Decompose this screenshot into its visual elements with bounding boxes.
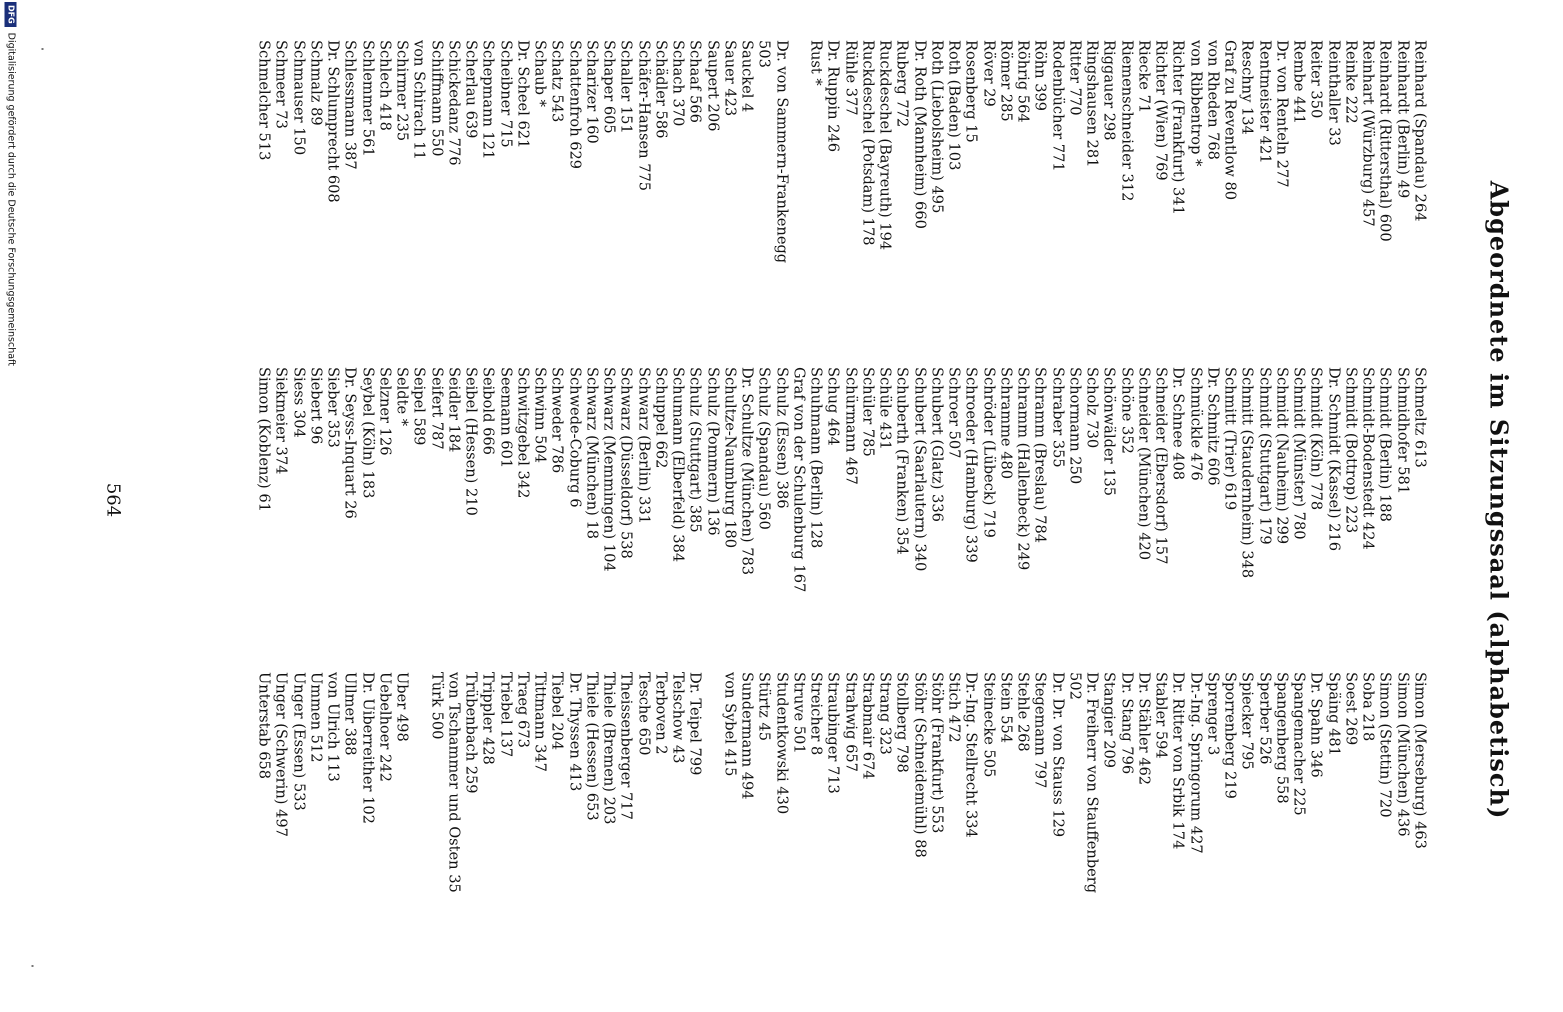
member-entry: Seifert 787 (427, 367, 445, 450)
member-entry: Dr.-Ing. Springorum 427 (1186, 672, 1204, 854)
member-entry: Siebert 96 (307, 367, 324, 445)
member-entry: Scholz 730 (1083, 367, 1101, 449)
member-entry: Reinhardt (Berlin) 49 (1393, 40, 1411, 199)
member-entry: Stich 472 (945, 672, 963, 743)
scan-speck (41, 48, 43, 50)
member-entry: Schirmer 235 (393, 40, 411, 142)
member-entry: Schubert (Saarlautern) 340 (910, 367, 928, 572)
member-entry: Sprenger 3 (1204, 672, 1221, 756)
member-entry: Scherlau 639 (462, 40, 480, 139)
member-entry: Schüle 431 (876, 367, 894, 450)
member-entry: von Schirach 11 (410, 40, 428, 160)
member-entry: Unger (Schwerin) 497 (272, 672, 290, 837)
member-entry: Roth (Baden) 103 (945, 40, 963, 171)
member-entry: Seybel (Köln) 183 (358, 367, 376, 499)
member-entry: Richter (Wien) 769 (1152, 40, 1170, 181)
member-entry: Schramm (Breslau) 784 (1031, 367, 1049, 544)
member-entry: Reiter 350 (1307, 40, 1325, 119)
member-entry: Schulz (Pommern) 136 (703, 367, 721, 536)
member-entry: Streicher 8 (807, 672, 825, 756)
member-entry: Triebel 137 (496, 672, 514, 758)
member-entry: Schroer 507 (945, 367, 963, 459)
member-entry: Rosenberg 15 (962, 40, 980, 143)
member-entry: Simon (Koblenz) 61 (255, 367, 273, 512)
member-entry: Schramme 480 (997, 367, 1014, 480)
member-entry: 502 (1066, 672, 1083, 700)
member-entry: Stürtz 45 (755, 672, 773, 741)
member-entry: Riggauer 298 (1100, 40, 1118, 141)
member-entry: 503 (755, 40, 773, 68)
member-entry: Römer 285 (997, 40, 1014, 122)
member-entry: Schmidt (Münster) 780 (1290, 367, 1308, 540)
member-entry: Ruberg 772 (893, 40, 911, 128)
member-entry: Schug 464 (824, 367, 842, 446)
member-entry: Schultze-Naumburg 180 (721, 367, 738, 549)
member-entry: Schmelcher 513 (255, 40, 273, 161)
member-entry: Simon (Merseburg) 463 (1411, 672, 1428, 849)
member-entry: Telschow 43 (669, 672, 687, 764)
member-entry: Dr. von Sammern-Frankenegg (772, 40, 790, 264)
member-entry (704, 672, 721, 1012)
member-entry: Ummen 512 (307, 672, 324, 763)
member-entry: Strahwig 657 (841, 672, 859, 772)
member-entry: Riemenschneider 312 (1117, 40, 1135, 202)
member-entry: Schürmann 467 (841, 367, 859, 485)
member-entry: Schneider (Ebersdorf) 157 (1152, 367, 1170, 565)
member-entry: Schwede-Coburg 6 (565, 367, 583, 508)
member-entry: Schmalz 89 (307, 40, 324, 126)
digitization-footer (0, 0, 20, 1000)
member-entry (790, 40, 807, 380)
member-entry: Schaub * (531, 40, 549, 107)
member-entry: Stöhr (Frankfurt) 553 (928, 672, 945, 834)
member-entry: Rembe 441 (1290, 40, 1308, 124)
page-number: 564 (102, 482, 123, 518)
member-entry: Schraber 355 (1048, 367, 1066, 468)
member-entry: Struve 501 (790, 672, 807, 754)
member-entry: Sundermann 494 (738, 672, 756, 800)
member-entry: Schwarz (Berlin) 331 (634, 367, 652, 525)
member-entry: Schattenfroh 629 (565, 40, 583, 170)
member-entry: Röhn 399 (1031, 40, 1049, 112)
member-entry: Ullmer 388 (341, 672, 359, 756)
member-entry: Terboven 2 (652, 672, 669, 755)
member-entry: Uber 498 (393, 672, 411, 742)
member-entry: Tittmann 347 (531, 672, 549, 772)
member-entry: Schweder 786 (548, 367, 566, 474)
member-entry: Schmidt (Bottrop) 223 (1342, 367, 1359, 534)
member-entry: Simon (Stettin) 720 (1376, 672, 1394, 818)
scan-speck (31, 965, 33, 967)
member-entry: Richter (Frankfurt) 341 (1169, 40, 1187, 215)
name-column-2 (255, 367, 1428, 707)
member-entry: Schwitzgebel 342 (514, 367, 531, 499)
member-entry: Stehle 268 (1014, 672, 1032, 752)
page-title: Abgeordnete im Sitzungssaal (alphabetisch) (1484, 180, 1513, 820)
member-entry: Dr. Freiherr von Stauffenberg (1083, 672, 1101, 894)
member-entry: Sieber 353 (324, 367, 342, 448)
member-entry: Dr. Dr. von Stauss 129 (1048, 672, 1066, 838)
member-entry: von Ribbentrop * (1186, 40, 1204, 167)
member-entry: Schmückle 476 (1186, 367, 1204, 481)
member-entry: Trübenbach 259 (462, 672, 480, 794)
member-entry: Schwinn 504 (531, 367, 549, 464)
member-entry: Dr.-Ing. Stellrecht 334 (962, 672, 980, 838)
member-entry: Dr. Schmitz 606 (1204, 367, 1221, 486)
member-entry: Schmeltz 613 (1411, 367, 1428, 468)
member-entry: Schulz (Spandau) 560 (755, 367, 773, 530)
member-entry: Dr. Stang 796 (1117, 672, 1135, 775)
member-entry: Unger (Essen) 533 (289, 672, 307, 811)
member-entry: Reinhard (Spandau) 264 (1411, 40, 1428, 222)
member-entry: Seibel (Hessen) 210 (462, 367, 480, 516)
member-entry: Späing 481 (1324, 672, 1342, 756)
member-entry: Schroeder (Hamburg) 339 (962, 367, 980, 563)
member-entry: Tesche 650 (634, 672, 652, 756)
member-entry: Schwarz (München) 18 (583, 367, 600, 540)
member-entry: Rentmeister 421 (1255, 40, 1273, 164)
member-entry: Roth (Liebolsheim) 495 (928, 40, 945, 214)
member-entry: Schönwälder 135 (1100, 367, 1118, 497)
member-entry: Schmitt (Staudernheim) 348 (1238, 367, 1256, 579)
member-entry: Stangier 209 (1100, 672, 1118, 769)
member-entry: Schöne 352 (1117, 367, 1135, 454)
member-entry: Stegemann 797 (1031, 672, 1049, 789)
member-entry: Seidler 184 (445, 367, 462, 453)
member-entry: Unterstab 658 (255, 672, 273, 780)
member-entry: Rodenbücher 771 (1048, 40, 1066, 172)
member-entry: Schmidhofer 581 (1393, 367, 1411, 495)
name-column-3 (255, 672, 1428, 1012)
member-entry: Strabmair 674 (859, 672, 876, 780)
footer-text: Digitalisierung gefördert durch die Deutsche Forschungsgemeinschaft (5, 32, 16, 366)
name-column-1 (255, 40, 1428, 380)
member-entry: Selzner 126 (376, 367, 393, 456)
member-entry: Schramm (Hallenbeck) 249 (1014, 367, 1032, 571)
member-entry: von Tschammer und Osten 35 (445, 672, 462, 893)
member-entry: Trippler 428 (479, 672, 497, 765)
member-entry: Riecke 71 (1135, 40, 1152, 114)
member-entry: Türk 500 (427, 672, 445, 740)
member-entry: Spiecker 795 (1238, 672, 1256, 770)
member-entry: Ritter 770 (1066, 40, 1083, 116)
member-entry: Dr. Spahn 346 (1307, 672, 1325, 778)
member-entry: Dr. Scheel 621 (514, 40, 531, 149)
member-entry: Schneider (München) 420 (1135, 367, 1152, 561)
member-entry: Seibold 666 (479, 367, 497, 455)
member-entry: Simon (München) 436 (1393, 672, 1411, 837)
member-entry: von Rheden 768 (1204, 40, 1221, 160)
member-entry: Schwarz (Memmingen) 104 (600, 367, 618, 572)
member-entry: Schickedanz 776 (445, 40, 462, 166)
member-entry: Scheibner 715 (496, 40, 514, 148)
member-entry: Dr. Schlumprecht 608 (324, 40, 342, 203)
member-entry: Schuhmann (Berlin) 128 (807, 367, 825, 549)
member-entry: Dr. Schnee 408 (1169, 367, 1187, 481)
member-entry: Sporrenberg 219 (1221, 672, 1239, 799)
member-entry: Theissenberger 717 (617, 672, 635, 820)
member-entry: Reinthaller 33 (1324, 40, 1342, 146)
member-entry: Schumann (Elberfeld) 384 (669, 367, 687, 563)
member-entry: Reschny 134 (1238, 40, 1256, 135)
member-entry: Schmeer 73 (272, 40, 290, 129)
member-entry: von Ulrich 113 (324, 672, 342, 782)
member-entry: Soba 218 (1359, 672, 1377, 742)
member-entry: von Sybel 415 (721, 672, 738, 777)
member-entry (410, 672, 427, 1012)
member-entry: Dr. Thyssen 413 (565, 672, 583, 792)
member-entry: Schulz (Stuttgart) 385 (686, 367, 704, 533)
member-entry: Schlessmann 387 (341, 40, 359, 170)
member-entry: Dr. Roth (Mannheim) 660 (910, 40, 928, 229)
member-entry: Schmitt (Trier) 619 (1221, 367, 1239, 511)
member-entry: Dr. Ruppin 246 (824, 40, 842, 152)
member-entry: Schulz (Essen) 386 (772, 367, 790, 509)
member-entry: Schaper 605 (600, 40, 618, 134)
member-entry: Tiebel 204 (548, 672, 566, 751)
member-entry: Dr. Uiberreither 102 (358, 672, 376, 824)
member-entry: Schatz 543 (548, 40, 566, 123)
member-entry: Seldte * (393, 367, 411, 427)
member-entry: Ruckdeschel (Bayreuth) 194 (876, 40, 894, 251)
member-entry: Straubinger 713 (824, 672, 842, 794)
member-entry: Schubert (Glatz) 336 (928, 367, 945, 522)
member-entry: Saupert 206 (703, 40, 721, 132)
member-entry: Schädler 586 (652, 40, 669, 139)
member-entry: Schach 370 (669, 40, 687, 127)
member-entry: Seemann 601 (496, 367, 514, 469)
member-entry: Schlech 418 (376, 40, 393, 131)
member-entry: Reinhardt (Rittersthal) 600 (1376, 40, 1394, 242)
member-entry: Studentkowski 430 (772, 672, 790, 815)
member-entry: Uebelhoer 242 (376, 672, 393, 782)
member-entry: Thiele (Bremen) 203 (600, 672, 618, 825)
member-entry: Sperber 526 (1255, 672, 1273, 765)
member-entry: Graf zu Reventlow 80 (1221, 40, 1239, 201)
member-entry: Steinecke 505 (979, 672, 997, 778)
member-entry: Reinke 222 (1342, 40, 1359, 124)
member-entry: Rust * (807, 40, 825, 86)
member-entry: Spangenberg 558 (1273, 672, 1290, 804)
member-entry: Schmidt (Berlin) 188 (1376, 367, 1394, 522)
member-entry: Dr. Schmidt (Kassel) 216 (1324, 367, 1342, 552)
member-entry: Schuppel 662 (652, 367, 669, 469)
member-entry: Schmauser 150 (289, 40, 307, 156)
member-entry: Scharizer 160 (583, 40, 600, 144)
member-entry: Siess 304 (289, 367, 307, 438)
member-entry: Schröder (Lübeck) 719 (979, 367, 997, 538)
member-entry: Spangemacher 225 (1290, 672, 1308, 816)
member-entry: Rühle 377 (841, 40, 859, 116)
member-entry: Schaaf 566 (686, 40, 704, 123)
member-entry: Schüler 785 (859, 367, 876, 457)
member-entry: Schmidt (Köln) 778 (1307, 367, 1325, 511)
member-entry: Dr. Seyss-Inquart 26 (341, 367, 359, 519)
member-entry: Ringshausen 281 (1083, 40, 1101, 168)
member-entry: Stollberg 798 (893, 672, 911, 773)
member-entry: Schmidt (Nauheim) 299 (1273, 367, 1290, 545)
member-entry: Schäfer-Hansen 775 (634, 40, 652, 192)
member-entry: Stöhr (Schneidemühl) 88 (910, 672, 928, 858)
member-entry: Siekmeier 374 (272, 367, 290, 475)
member-entry: Schepmann 121 (479, 40, 497, 160)
member-entry: Schaller 151 (617, 40, 635, 134)
member-entry: Dr. Stähler 462 (1135, 672, 1152, 786)
member-entry: Sauer 423 (721, 40, 738, 117)
member-entry: Thiele (Hessen) 653 (583, 672, 600, 821)
member-entry: Schiffmann 550 (427, 40, 445, 157)
member-entry: Graf von der Schulenburg 167 (790, 367, 807, 593)
member-entry: Seipel 589 (410, 367, 428, 446)
member-entry: Stein 554 (997, 672, 1014, 744)
member-entry: Röver 29 (979, 40, 997, 107)
member-entry: Schmidt (Stuttgart) 179 (1255, 367, 1273, 545)
member-entry: Stabler 594 (1152, 672, 1170, 759)
member-entry: Soest 269 (1342, 672, 1359, 746)
member-entry: Reinhart (Würzburg) 457 (1359, 40, 1377, 227)
member-entry: Schuberth (Franken) 354 (893, 367, 911, 555)
member-entry: Ruckdeschel (Potsdam) 178 (859, 40, 876, 246)
member-entry: Dr. von Renteln 277 (1273, 40, 1290, 188)
member-entry: Schlemmer 561 (358, 40, 376, 157)
member-entry: Schmidt-Bodenstedt 424 (1359, 367, 1377, 550)
member-entry: Röhrig 564 (1014, 40, 1032, 123)
member-entry: Sauckel 4 (738, 40, 756, 113)
dfg-logo: DFG (5, 2, 17, 27)
member-entry: Traeg 673 (514, 672, 531, 748)
member-entry: Strang 323 (876, 672, 894, 755)
member-entry: Schwarz (Düsseldorf) 538 (617, 367, 635, 559)
member-entry: Schormann 250 (1066, 367, 1083, 485)
member-entry: Dr. Teipel 799 (686, 672, 704, 776)
member-entry: Dr. Ritter von Srbik 174 (1169, 672, 1187, 850)
member-entry: Dr. Schultze (München) 783 (738, 367, 756, 576)
